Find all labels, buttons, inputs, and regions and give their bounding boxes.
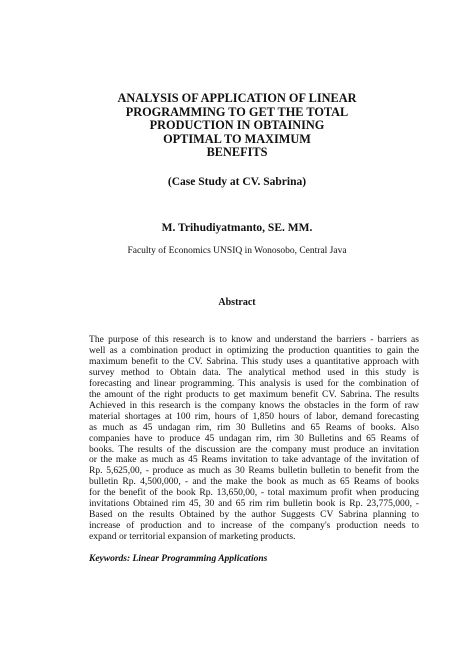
title-line: BENEFITS: [206, 145, 268, 159]
abstract-body: [89, 335, 419, 543]
paper-subtitle: (Case Study at CV. Sabrina): [167, 176, 307, 188]
author-name: M. Trihudiyatmanto, SE. MM.: [161, 222, 313, 234]
abstract-heading: Abstract: [218, 297, 256, 308]
keywords: Keywords: Linear Programming Applications: [89, 554, 268, 564]
paper-title: [60, 92, 414, 160]
abstract-line: expand or territorial expansion of marketing products.: [89, 531, 296, 543]
abstract-line: or the make as much as 45 Reams invitation to take advantage of the invitation of: [89, 454, 419, 466]
abstract-line: forecasting and linear programming. This analysis is used for the combination of: [89, 377, 419, 389]
title-line: OPTIMAL TO MAXIMUM: [163, 131, 311, 146]
abstract-line: companies have to produce 45 undagan rim, rim 30 Bulletins and 65 Reams of: [89, 432, 419, 444]
title-line: ANALYSIS OF APPLICATION OF LINEAR: [117, 91, 357, 105]
abstract-line: survey method to Obtain data. The analytical method used in this study is: [89, 366, 419, 378]
abstract-line: invitations Obtained rim 45, 30 and 65 rim rim bulletin book is Rp. 23,775,000, -: [89, 498, 419, 510]
author-affiliation: Faculty of Economics UNSIQ in Wonosobo, Central Java: [127, 246, 347, 256]
abstract-line: the amount of the right products to get maximum benefit CV. Sabrina. The results: [89, 388, 419, 400]
abstract-line: material shortages at 100 rim, hours of 1,850 hours of labor, demand forecasting: [89, 410, 419, 422]
abstract-line: The purpose of this research is to know and understand the barriers - barriers as: [89, 334, 419, 345]
abstract-line: for the benefit of the book Rp. 13,650,00, - total maximum profit when producing: [89, 487, 419, 499]
abstract-line: Based on the results Obtained by the author Suggests CV Sabrina planning to: [89, 509, 419, 521]
abstract-line: books. The results of the discussion are the company must produce an invitation: [89, 443, 419, 455]
abstract-line: Achieved in this research is the company knows the obstacles in the form of raw: [89, 399, 419, 411]
abstract-line: maximum benefit to the CV. Sabrina. This study uses a quantitative approach with: [89, 355, 419, 367]
abstract-line: bulletin Rp. 4,500,000, - and the make the book as much as 65 Reams of books: [89, 476, 419, 488]
abstract-line: well as a combination product in optimizing the production quantities to gain the: [89, 344, 419, 356]
title-line: PROGRAMMING TO GET THE TOTAL: [125, 104, 349, 119]
abstract-line: increase of production and to increase of the company's production needs to: [89, 520, 419, 532]
abstract-line: as much as 45 undagan rim, rim 30 Bulletins and 65 Reams of books. Also: [89, 421, 419, 433]
title-line: PRODUCTION IN OBTAINING: [149, 118, 325, 132]
abstract-line: Rp. 5,625,00, - produce as much as 30 Reams bulletin bulletin to benefit from the: [89, 465, 419, 477]
